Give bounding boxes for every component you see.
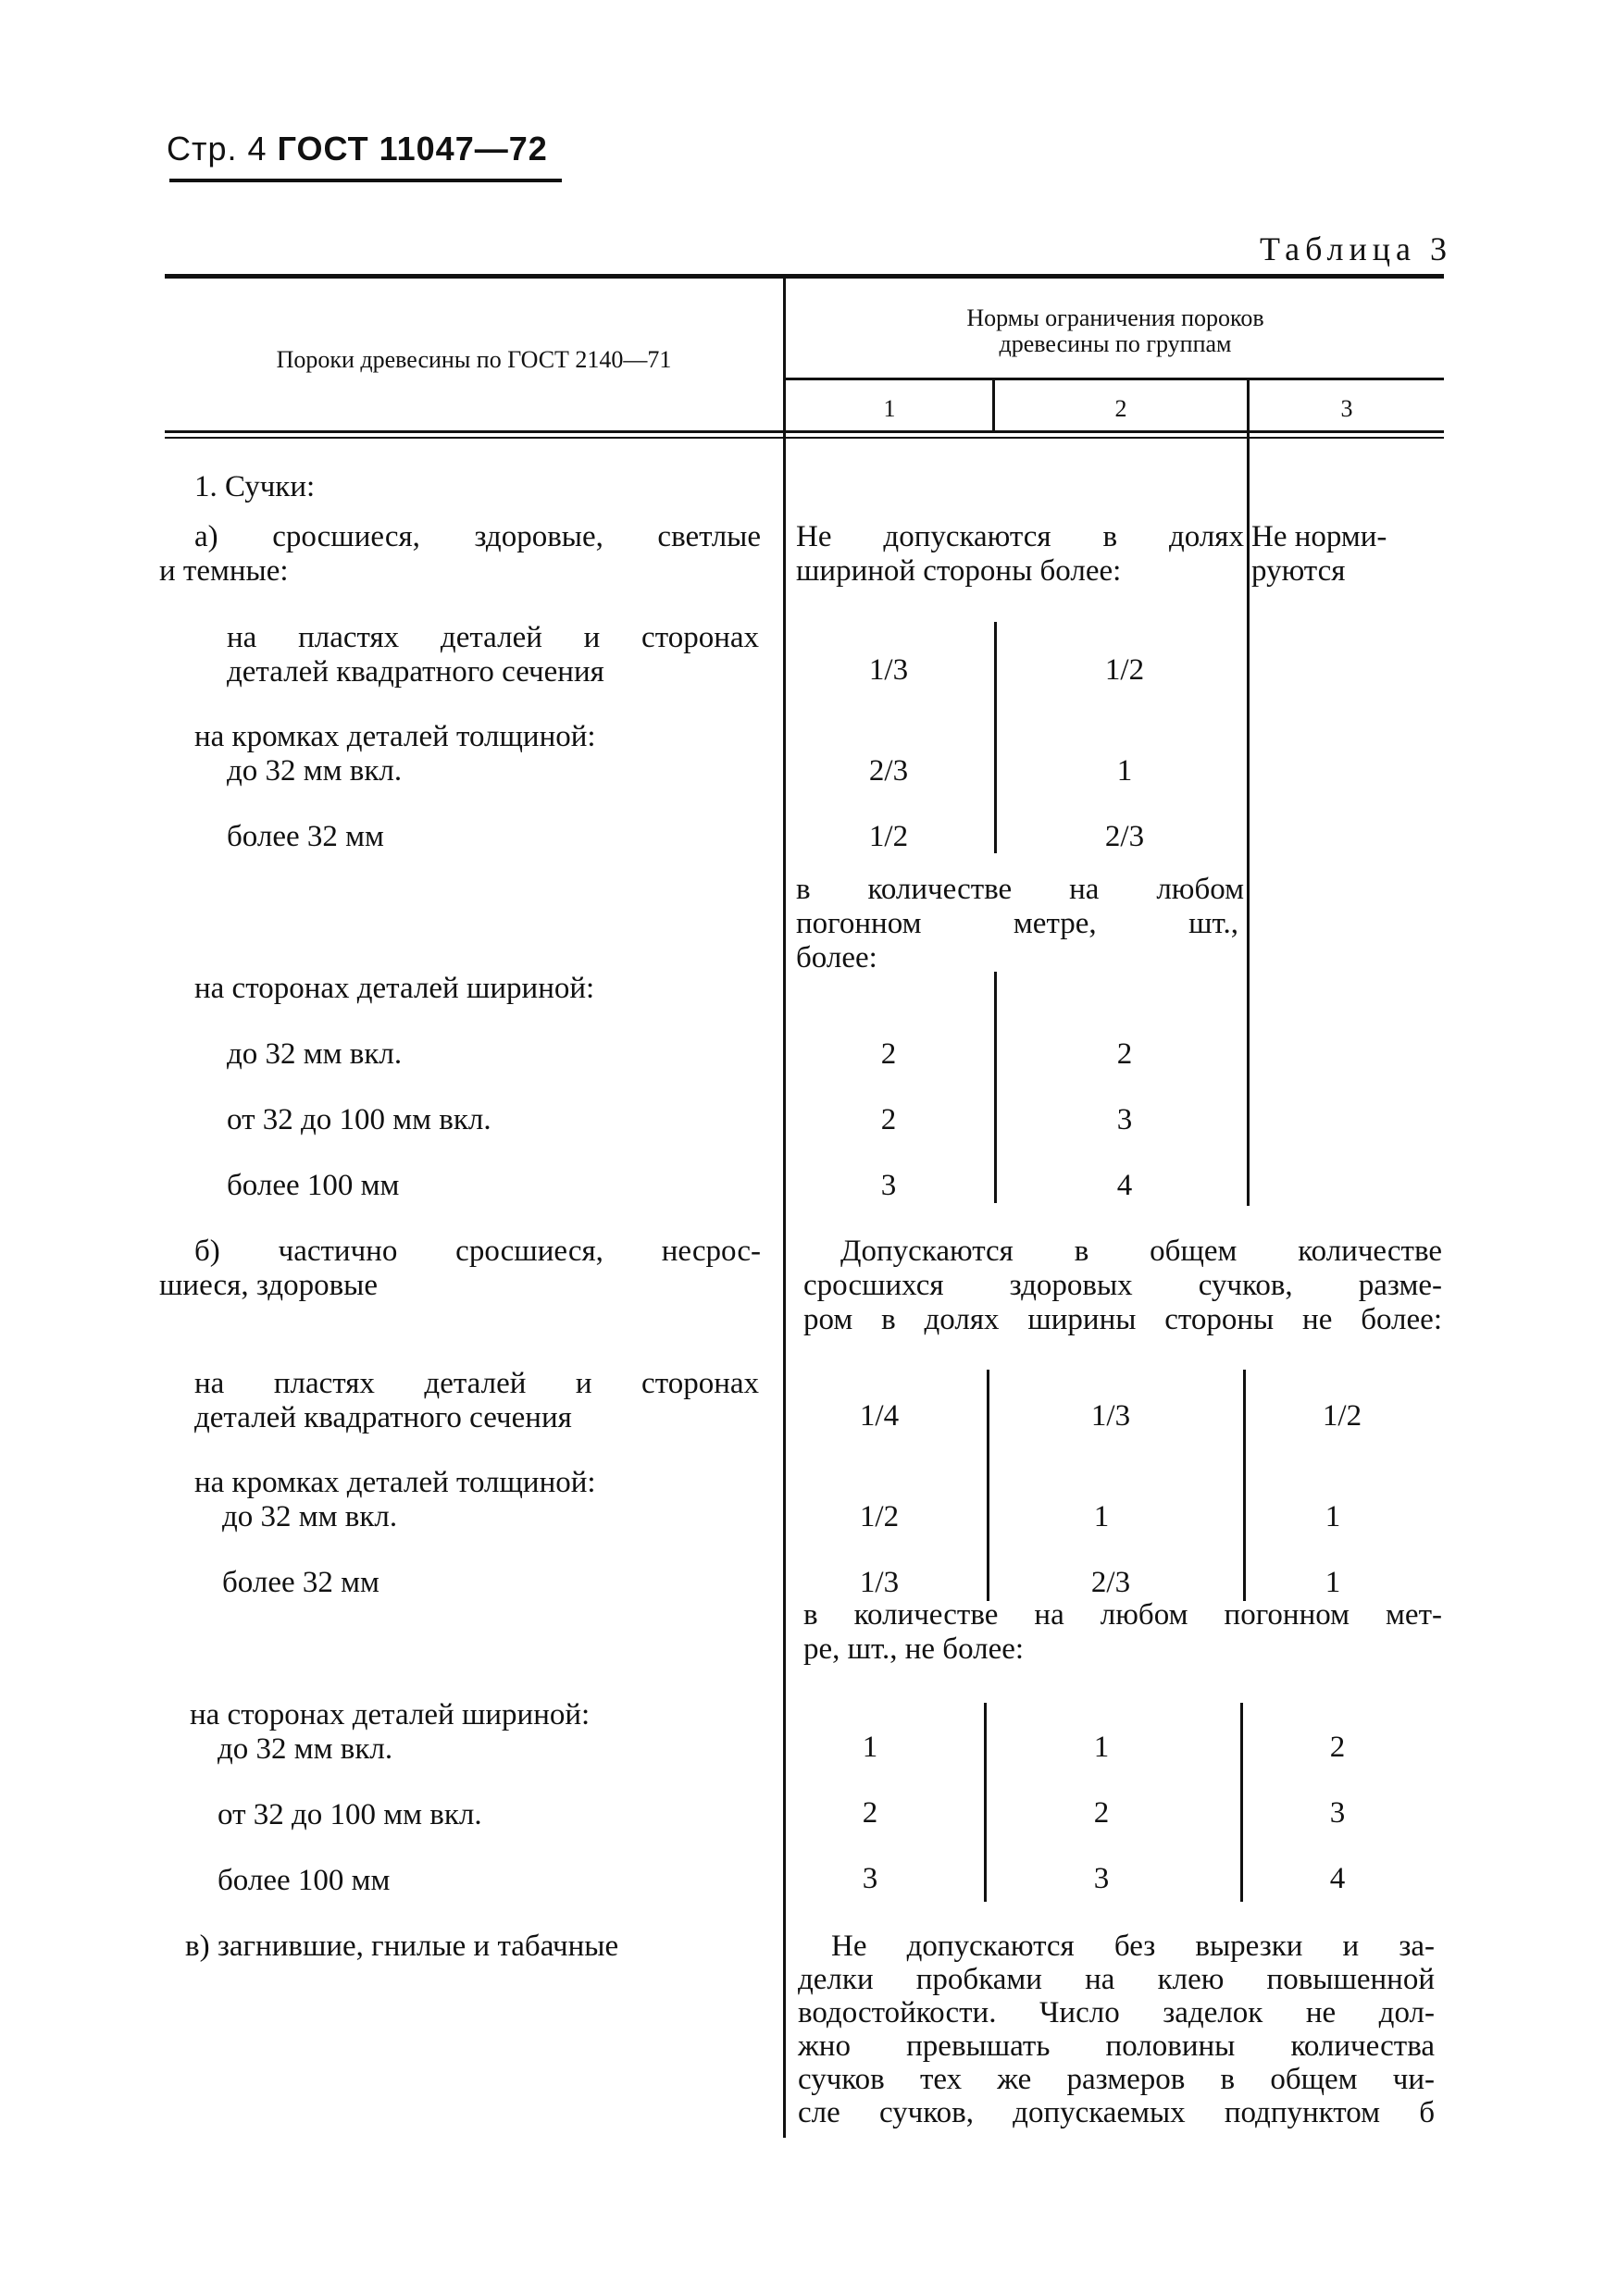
- b-edges-upto32-g1: 1/2: [859, 1500, 900, 1533]
- a-sides-over100-g2: 4: [1116, 1169, 1133, 1202]
- a-plast-g2: 1/2: [1104, 653, 1145, 687]
- b-qty-line1: в количестве на любом погонном мет-: [803, 1598, 1442, 1632]
- a-sides-upto32-g1: 2: [880, 1037, 897, 1071]
- a-edges-over32: более 32 мм: [227, 820, 384, 853]
- main-column-divider: [783, 278, 786, 2138]
- a-plast-line1: на пластях деталей и сторонах: [227, 621, 759, 654]
- b-sides-32-100-g1: 2: [862, 1796, 878, 1830]
- a-sides-32-100-g1: 2: [880, 1103, 897, 1136]
- b-edges-line1: на кромках деталей толщиной:: [194, 1466, 596, 1499]
- c-norm-line5: сучков тех же размеров в общем чи-: [798, 2063, 1435, 2096]
- a-sides-upto32-g2: 2: [1116, 1037, 1133, 1071]
- group-2-header: 2: [1114, 395, 1127, 422]
- c-norm-line6: сле сучков, допускаемых подпунктом б: [798, 2096, 1435, 2129]
- b-norm-line2: сросшихся здоровых сучков, разме-: [803, 1269, 1442, 1302]
- b-sides-over100-g2: 3: [1093, 1862, 1110, 1895]
- b-sides-upto32-g1: 1: [862, 1731, 878, 1764]
- a-norm12-line1: Не допускаются в долях: [796, 520, 1244, 553]
- c-norm-line2: делки пробками на клею повышенной: [798, 1963, 1435, 1996]
- b-sides-upto32-g3: 2: [1329, 1731, 1346, 1764]
- c-label: в) загнившие, гнилые и табачные: [185, 1930, 619, 1963]
- table-top-rule: [165, 274, 1444, 279]
- defects-column-header: Пороки древесины по ГОСТ 2140—71: [276, 346, 672, 373]
- a-sides: на сторонах деталей шириной:: [194, 972, 595, 1005]
- b-sides-over100-g1: 3: [862, 1862, 878, 1895]
- a-sides-upto32: до 32 мм вкл.: [227, 1037, 403, 1071]
- b-edges-over32-g1: 1/3: [859, 1566, 900, 1599]
- b-sides-upto32-g2: 1: [1093, 1731, 1110, 1764]
- a-edges-over32-g1: 1/2: [868, 820, 909, 853]
- b-sides-line1: на сторонах деталей шириной:: [190, 1698, 591, 1731]
- a-edges-upto32-g1: 2/3: [868, 754, 909, 788]
- b-divider-2-3-counts: [1240, 1703, 1243, 1902]
- a-sides-over100-g1: 3: [880, 1169, 897, 1202]
- norms-header-line1: Нормы ограничения пороков: [966, 304, 1264, 331]
- a-qty-line2: погонном метре, шт.,: [796, 907, 1238, 940]
- a-qty-line1: в количестве на любом: [796, 873, 1244, 906]
- b-edges-upto32-g2: 1: [1093, 1500, 1110, 1533]
- b-sides-32-100: от 32 до 100 мм вкл.: [218, 1798, 482, 1831]
- a-qty-line3: более:: [796, 941, 877, 974]
- b-label-line1: б) частично сросшиеся, несрос-: [194, 1235, 761, 1268]
- standard-code: ГОСТ 11047—72: [277, 130, 548, 168]
- a-edges-line2: до 32 мм вкл.: [227, 754, 403, 788]
- a-edges-over32-g2: 2/3: [1104, 820, 1145, 853]
- b-norm-line3: ром в долях ширины стороны не более:: [803, 1303, 1442, 1336]
- b-plast-g3: 1/2: [1322, 1399, 1362, 1433]
- c-norm-line4: жно превышать половины количества: [798, 2029, 1435, 2063]
- a-plast-line2: деталей квадратного сечения: [227, 655, 604, 689]
- page-header: [167, 130, 548, 168]
- header-bottom-rule: [165, 430, 1444, 433]
- a-divider-counts: [994, 972, 997, 1203]
- b-plast-line1: на пластях деталей и сторонах: [194, 1367, 759, 1400]
- b-divider-1-2-sizes: [987, 1370, 989, 1601]
- b-plast-line2: деталей квадратного сечения: [194, 1401, 572, 1434]
- norms-header-line2: древесины по группам: [999, 330, 1232, 357]
- a-sides-over100: более 100 мм: [227, 1169, 400, 1202]
- b-edges-over32: более 32 мм: [222, 1566, 379, 1599]
- b-sides-32-100-g3: 3: [1329, 1796, 1346, 1830]
- b-sides-over100: более 100 мм: [218, 1864, 391, 1897]
- b-edges-line2: до 32 мм вкл.: [222, 1500, 398, 1533]
- c-norm-line3: водостойкости. Число заделок не дол-: [798, 1996, 1435, 2029]
- b-edges-over32-g2: 2/3: [1090, 1566, 1131, 1599]
- a-norm12-line2: шириной стороны более:: [796, 554, 1122, 588]
- header-bottom-rule-2: [165, 437, 1444, 439]
- b-sides-upto32: до 32 мм вкл.: [218, 1732, 393, 1766]
- a-label-line1: а) сросшиеся, здоровые, светлые: [194, 520, 761, 553]
- a-edges-upto32-g2: 1: [1116, 754, 1133, 788]
- a-label-line2: и темные:: [159, 554, 289, 588]
- a-sides-32-100: от 32 до 100 мм вкл.: [227, 1103, 491, 1136]
- a-divider-sizes: [994, 622, 997, 853]
- header-rule: [169, 179, 562, 182]
- a-plast-g1: 1/3: [868, 653, 909, 687]
- section-title: 1. Сучки:: [194, 470, 316, 503]
- b-plast-g2: 1/3: [1090, 1399, 1131, 1433]
- b-divider-1-2-counts: [984, 1703, 987, 1902]
- b-edges-upto32-g3: 1: [1325, 1500, 1341, 1533]
- a-sides-32-100-g2: 3: [1116, 1103, 1133, 1136]
- b-label-line2: шиеся, здоровые: [159, 1269, 378, 1302]
- group-3-header: 3: [1340, 395, 1353, 422]
- a-norm3-line2: руются: [1251, 554, 1346, 588]
- b-norm-line1: Допускаются в общем количестве: [840, 1235, 1442, 1268]
- page-label: Стр. 4: [167, 130, 267, 168]
- b-sides-over100-g3: 4: [1329, 1862, 1346, 1895]
- b-edges-over32-g3: 1: [1325, 1566, 1341, 1599]
- table-number: Таблица 3: [1260, 230, 1452, 267]
- b-qty-line2: ре, шт., не более:: [803, 1632, 1025, 1666]
- b-sides-32-100-g2: 2: [1093, 1796, 1110, 1830]
- b-divider-2-3-sizes: [1243, 1370, 1246, 1601]
- groups-rule: [785, 378, 1444, 380]
- a-norm3-line1: Не норми-: [1251, 520, 1387, 553]
- group3-divider-a: [1247, 433, 1250, 1206]
- a-edges-line1: на кромках деталей толщиной:: [194, 720, 596, 753]
- c-norm-line1: Не допускаются без вырезки и за-: [831, 1930, 1435, 1963]
- group-1-header: 1: [883, 395, 896, 422]
- b-plast-g1: 1/4: [859, 1399, 900, 1433]
